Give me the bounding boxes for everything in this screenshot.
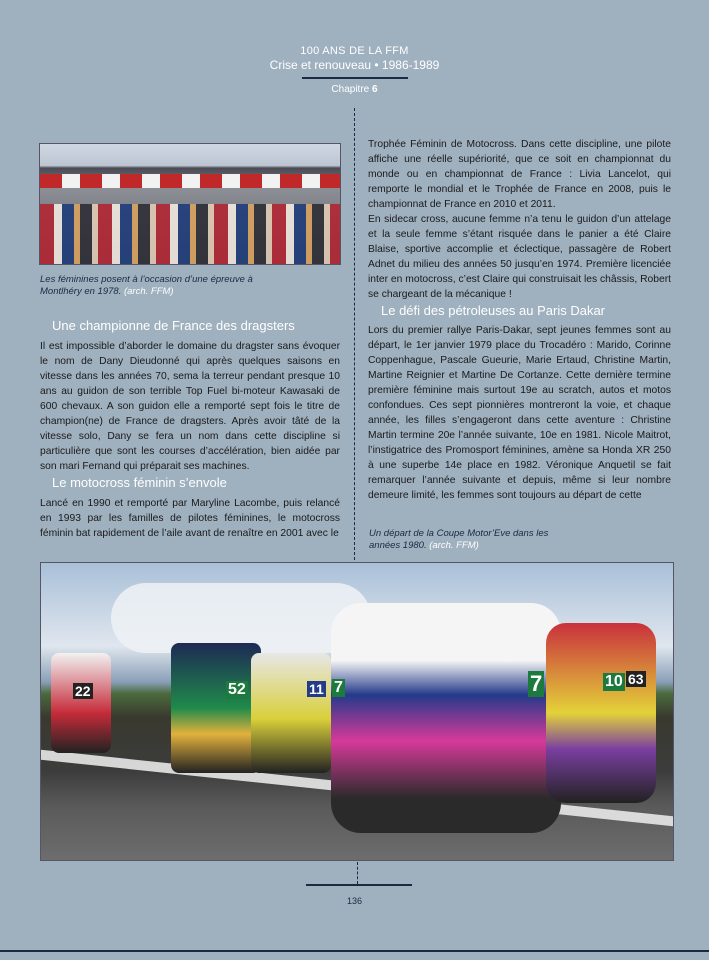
section-title-dakar: Le défi des pétroleuses au Paris Dakar (381, 303, 606, 318)
footer-rule (306, 884, 412, 886)
paragraph-motocross: Lancé en 1990 et remporté par Maryline Lacombe, puis relancé en 1993 par les familles de pilotes féminines, le motocross féminin bat rapidement de l’aile avant de renaître en 2001 avec le (40, 498, 340, 539)
photo-riders (40, 204, 340, 264)
race-number-plate: 10 (605, 673, 623, 690)
photo1-caption (40, 274, 280, 297)
motorcycle (51, 653, 111, 753)
photo-motoreve-start (40, 562, 674, 861)
photo2-caption-text: Un départ de la Coupe Motor’Eve dans les années 1980. (369, 528, 549, 551)
motorcycle (331, 603, 561, 833)
paragraph-dakar: Lors du premier rallye Paris-Dakar, sept jeunes femmes sont au départ, le 1er janvier 1979 place du Trocadéro : Marido, Corinne Coppenhague, Pascale Gueurie, Marie Ertaud, Christine Martin, Martine Reignier et Martine De Cortanze. Cette dernière termine première féminine mais surtout 19e au scratch, autos et motos confondues. Ces sept pionnières montreront la voie, et chaque année, les filles s’engageront dans cette aventure : Christine Martin termine 20e l’année suivante, 10e en 1981. Nicole Maitrot, l’instigatrice des Promosport féminines, amène sa Honda XR 250 à une superbe 14e place en 1982. Véronique Anquetil se fait remarquer l’année suivante et depuis, même si leur nombre demeure limité, les femmes sont toujours au départ de cette (368, 325, 671, 501)
photo1-caption-text: Les féminines posent à l’occasion d’une épreuve à Montlhéry en 1978. (40, 274, 253, 297)
chapter-label (0, 84, 709, 95)
chapter-number: 6 (372, 84, 378, 95)
motorcycle (171, 643, 261, 773)
race-number-plate: 63 (628, 671, 644, 687)
race-number-plate: 52 (228, 681, 246, 698)
chapter-word: Chapitre (331, 84, 370, 95)
page-bottom-rule (0, 950, 709, 952)
header-subtitle: Crise et renouveau • 1986-1989 (269, 58, 440, 72)
photo-montlhery (39, 143, 341, 265)
section-title-motocross: Le motocross féminin s’envole (52, 475, 227, 490)
race-number-plate: 11 (309, 681, 324, 697)
paragraph-dragsters: Il est impossible d’aborder le domaine du dragster sans évoquer le nom de Dany Dieudonné qui après quelques saisons en vitesse dans les années 70, sema la terreur pendant presque 10 ans au guidon de son terrible Top Fuel bi-moteur Kawasaki de 600 chevaux. A son guidon elle a remporté sept fois le titre de champion(ne) de France de dragsters. Après avoir tâté de la vitesse solo, Dany se fera un nom dans cette discipline si particulière que sont les courses d’accélération, bien aidée par son mari Fernand qui préparait ses machines. (40, 341, 340, 472)
page-number: 136 (346, 896, 363, 906)
photo2-credit: (arch. FFM) (429, 539, 479, 551)
header-title: 100 ANS DE LA FFM (300, 45, 409, 57)
race-number-plate: 7 (334, 679, 343, 696)
race-number-plate: 22 (75, 683, 91, 699)
paragraph-trophee: Trophée Féminin de Motocross. Dans cette discipline, une pilote affiche une réelle supériorité, que ce soit en championnat du monde ou en championnat de France : Livia Lancelot, qui remporte le mondial et le Trophée de France en 2008, puis le championnat de France en 2010 et 2011. (368, 139, 671, 210)
photo2-caption (369, 528, 569, 551)
photo-banner (40, 174, 340, 188)
photo1-credit: (arch. FFM) (123, 285, 174, 297)
paragraph-sidecar: En sidecar cross, aucune femme n’a tenu le guidon d’un attelage et la seule femme s’étant risquée dans le panier a été Claire Blaise, sportive accomplie et éclectique, passagère de Robert Adnet du milieu des années 50 jusqu’en 1974. Première licenciée inter en motocross, c’est Claire qui construisait les châssis, Robert se chargeant de la mécanique ! (368, 214, 671, 300)
column-divider (354, 108, 355, 560)
header-rule (302, 77, 408, 79)
race-number-plate: 7 (530, 671, 543, 696)
motorcycle (546, 623, 656, 803)
section-title-dragsters: Une championne de France des dragsters (52, 318, 295, 333)
footer-divider (357, 862, 358, 884)
motorcycle (251, 653, 331, 773)
